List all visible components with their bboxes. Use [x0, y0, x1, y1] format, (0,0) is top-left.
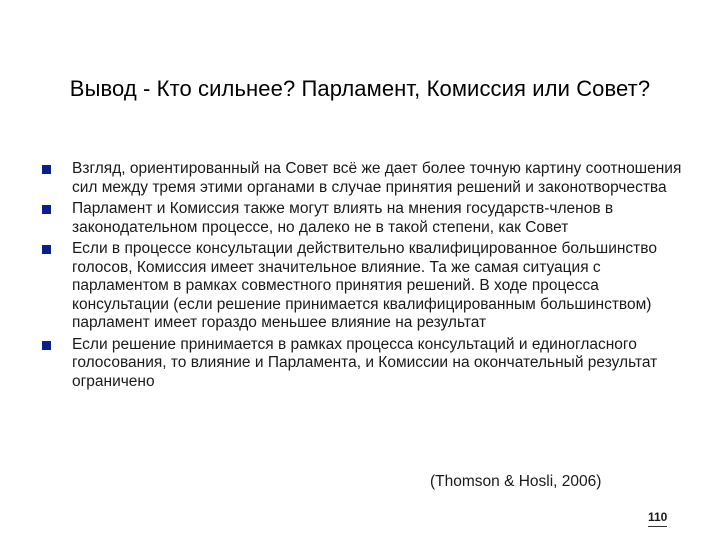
bullet-text: Если в процессе консультации действительно квалифицированное большинство голосов, Комиссия имеет значительное влияние. Та же самая ситуация с парламентом в рамках совместного принятия решений. В ходе процесса консультации (если решение принимается квалифицированным большинством) парламент имеет гораздо меньшее влияние на результат: [72, 240, 657, 331]
citation: (Thomson & Hosli, 2006): [430, 473, 602, 490]
bullet-item: [42, 160, 692, 197]
bullet-item: [42, 240, 692, 333]
square-bullet-icon: [42, 245, 51, 254]
bullet-text: Парламент и Комиссия также могут влиять на мнения государств-членов в законодательном процессе, но далеко не в такой степени, как Совет: [72, 200, 614, 236]
bullet-text: Если решение принимается в рамках процесса консультаций и единогласного голосования, то влияние и Парламента, и Комиссии на окончательный результат ограничено: [72, 335, 658, 390]
bullet-item: [42, 336, 692, 392]
bullet-text: Взгляд, ориентированный на Совет всё же дает более точную картину соотношения сил между тремя этими органами в случае принятия решений и законотворчества: [72, 160, 682, 196]
square-bullet-icon: [42, 341, 51, 350]
page-number-text: 110: [648, 510, 668, 524]
slide-title: Вывод - Кто сильнее? Парламент, Комиссия или Совет?: [69, 76, 651, 101]
page-number-underline: [648, 526, 667, 527]
bullet-list: [42, 160, 692, 394]
page-number: [648, 510, 667, 524]
square-bullet-icon: [42, 165, 51, 174]
square-bullet-icon: [42, 205, 51, 214]
bullet-item: [42, 200, 692, 237]
